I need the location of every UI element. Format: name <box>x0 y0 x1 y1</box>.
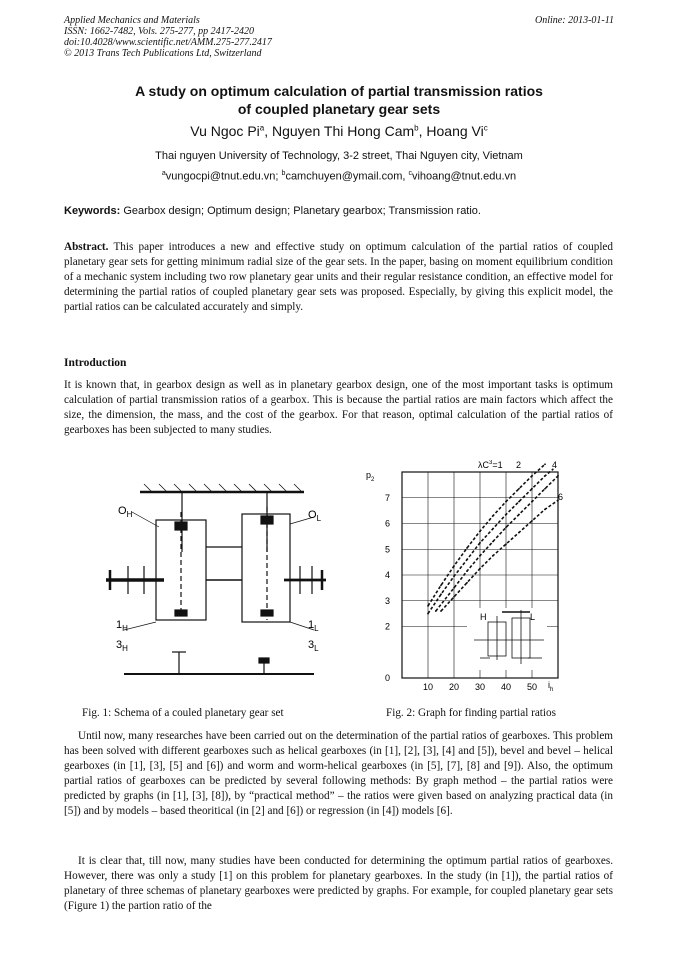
abstract-text: This paper introduces a new and effective study on optimum calculation of the partial ratios of coupled planetary gear sets for getting minimum radial size of the gear sets. In the paper, basing on moment equilibrium condition of a mechanic system including two row planetary gear units and their regular resistance condition, an effective model for determining the partial ratios of coupled planetary gear sets was proposed. Especially, by giving this explicit model, the partial ratios can be calculated accurately and simply. <box>64 241 613 313</box>
inset-schematic <box>467 608 547 670</box>
label-1h: $1_H$ <box>116 619 128 633</box>
body-paragraph-3: It is clear that, till now, many studies have been conducted for determining the optimum partial ratios of gearboxes. However, there was only a study [1] on this problem for planetary gearboxes. In the study (in [1]), the partial ratios of planetary of three schemas of planetary gearboxes were predicted by graphs. For example, for coupled planetary gear sets (Figure 1) the partion ratio of the <box>64 855 613 912</box>
series-point <box>505 514 507 516</box>
curve-label-lambda: $\lambda C^3=1$ <box>478 460 503 470</box>
series-point <box>518 514 520 516</box>
series-point <box>492 555 494 557</box>
title-line-1: A study on optimum calculation of partial transmission ratios <box>135 83 543 99</box>
label-3l: $3_L$ <box>308 639 319 653</box>
journal-name: Applied Mechanics and Materials <box>64 15 200 26</box>
series-point <box>505 501 507 503</box>
label-ol: $O_L$ <box>308 509 322 523</box>
series-point <box>479 542 481 544</box>
series-point <box>544 508 546 510</box>
series-point <box>466 559 468 561</box>
y-tick-label: 6 <box>384 518 390 529</box>
series-label-2: 2 <box>516 460 522 470</box>
abstract <box>64 240 613 315</box>
y-tick-label: 2 <box>384 621 390 632</box>
author-1: Vu Ngoc Pi$^a$, <box>190 123 272 139</box>
figure-2-chart <box>362 460 580 700</box>
doi: doi:10.4028/www.scientific.net/AMM.275-277.2417 <box>64 37 272 48</box>
author-3: Hoang Vi$^c$ <box>426 123 488 139</box>
inset-label-h: H <box>480 612 487 622</box>
series-point <box>479 568 481 570</box>
y-tick-label: 0 <box>384 673 390 683</box>
email-1: vungocpi@tnut.edu.vn; <box>165 170 282 183</box>
series-line-2 <box>428 469 553 613</box>
y-tick-label: 3 <box>384 595 390 606</box>
paper-title <box>0 82 678 118</box>
series-point <box>427 605 429 607</box>
x-tick-label: 10 <box>422 682 434 692</box>
x-tick-label: 40 <box>500 682 512 692</box>
x-tick-label: 30 <box>474 682 486 692</box>
figure-1-caption: Fig. 1: Schema of a couled planetary gear set <box>82 707 284 719</box>
series-point <box>518 488 520 490</box>
series-point <box>466 570 468 572</box>
online-date: Online: 2013-01-11 <box>535 15 614 26</box>
label-3h: $3_H$ <box>116 639 128 653</box>
series-line-4 <box>441 500 558 611</box>
series-point <box>440 584 442 586</box>
email-2: camchuyen@ymail.com, <box>285 170 409 183</box>
series-point <box>466 547 468 549</box>
issn: ISSN: 1662-7482, Vols. 275-277, pp 2417-2420 <box>64 26 254 37</box>
series-point <box>505 543 507 545</box>
x-tick-label: 50 <box>526 682 538 692</box>
series-point <box>427 613 429 615</box>
series-point <box>440 610 442 612</box>
series-point <box>435 610 437 612</box>
series-point <box>479 530 481 532</box>
label-1l: $1_L$ <box>308 619 319 633</box>
authors <box>0 123 678 139</box>
section-heading-introduction: Introduction <box>64 357 127 369</box>
body-paragraph-2: Until now, many researches have been carried out on the determination of the partial ratios of gearboxes. This problem has been solved with different gearboxes such as helical gearboxes (in [1], [2], [3], [4] and [5]), bevel and bevel – helical gearboxes (in [1], [3], [5] and [6]) and worm and worm-helical gearboxes (in [5], [7], [8] and [9]). Also, the optimum partial ratios of gearboxes can be predicted by several following methods: By graph method – the partial ratios were predicted by graphs (in [1], [3], [8]), by “practical method” – the ratios were given based on analyzing practical data (in [5]) and by models – based theoritical (in [2] and [6]) or regression (in [4]) models [6]. <box>64 730 613 817</box>
y-axis-label: $p_2$ <box>366 470 375 483</box>
label-oh: $O_H$ <box>118 505 133 519</box>
x-axis-label: $i_h$ <box>548 680 554 693</box>
inset-label-l: L <box>530 612 536 622</box>
series-point <box>531 475 533 477</box>
series-point <box>453 575 455 577</box>
emails: $^a$vungocpi@tnut.edu.vn; $^b$camchuyen@ymail.com, $^c$vihoang@tnut.edu.vn <box>161 170 517 183</box>
series-point <box>531 520 533 522</box>
y-tick-label: 4 <box>384 570 390 580</box>
series-point <box>479 555 481 557</box>
series-point <box>440 593 442 595</box>
series-point <box>505 526 507 528</box>
series-point <box>466 582 468 584</box>
series-point <box>453 596 455 598</box>
intro-paragraph: It is known that, in gearbox design as well as in planetary gearbox design, one of the most important tasks is optimum calculation of partial transmission ratios of a gearbox. This is because the partial ratios are main factors which affect the size, the dimension, the mass, and the cost of the gearbox. For that reason, optimal calculation of the partial ratios of gearboxes has been subjected to many studies. <box>64 379 613 436</box>
series-point <box>453 587 455 589</box>
series-point <box>492 528 494 530</box>
series-label-4: 6 <box>558 492 564 502</box>
title-line-2: of coupled planetary gear sets <box>237 101 441 117</box>
series-point <box>453 565 455 567</box>
figure-2-caption: Fig. 2: Graph for finding partial ratios <box>386 707 556 719</box>
affiliation: Thai nguyen University of Technology, 3-2 street, Thai Nguyen city, Vietnam <box>155 150 523 162</box>
email-3: vihoang@tnut.edu.vn <box>411 170 517 183</box>
copyright: © 2013 Trans Tech Publications Ltd, Switzerland <box>64 48 262 59</box>
series-point <box>492 541 494 543</box>
series-point <box>531 501 533 503</box>
series-point <box>544 463 546 465</box>
series-point <box>518 532 520 534</box>
y-tick-label: 7 <box>384 492 390 503</box>
abstract-label: Abstract. <box>64 241 109 253</box>
series-label-3: 4 <box>552 460 558 470</box>
journal-header <box>64 15 272 59</box>
keywords-text: Gearbox design; Optimum design; Planetary gearbox; Transmission ratio. <box>123 205 481 217</box>
series-point <box>544 475 546 477</box>
series-point <box>518 501 520 503</box>
figure-1-schema <box>104 462 328 692</box>
keywords <box>64 205 624 217</box>
x-tick-label: 20 <box>448 682 460 692</box>
series-point <box>492 515 494 517</box>
series-point <box>557 475 559 477</box>
y-tick-label: 5 <box>384 544 390 555</box>
keywords-label: Keywords: <box>64 205 121 217</box>
series-point <box>531 488 533 490</box>
series-point <box>544 488 546 490</box>
author-2: Nguyen Thi Hong Cam$^b$, <box>272 123 427 139</box>
